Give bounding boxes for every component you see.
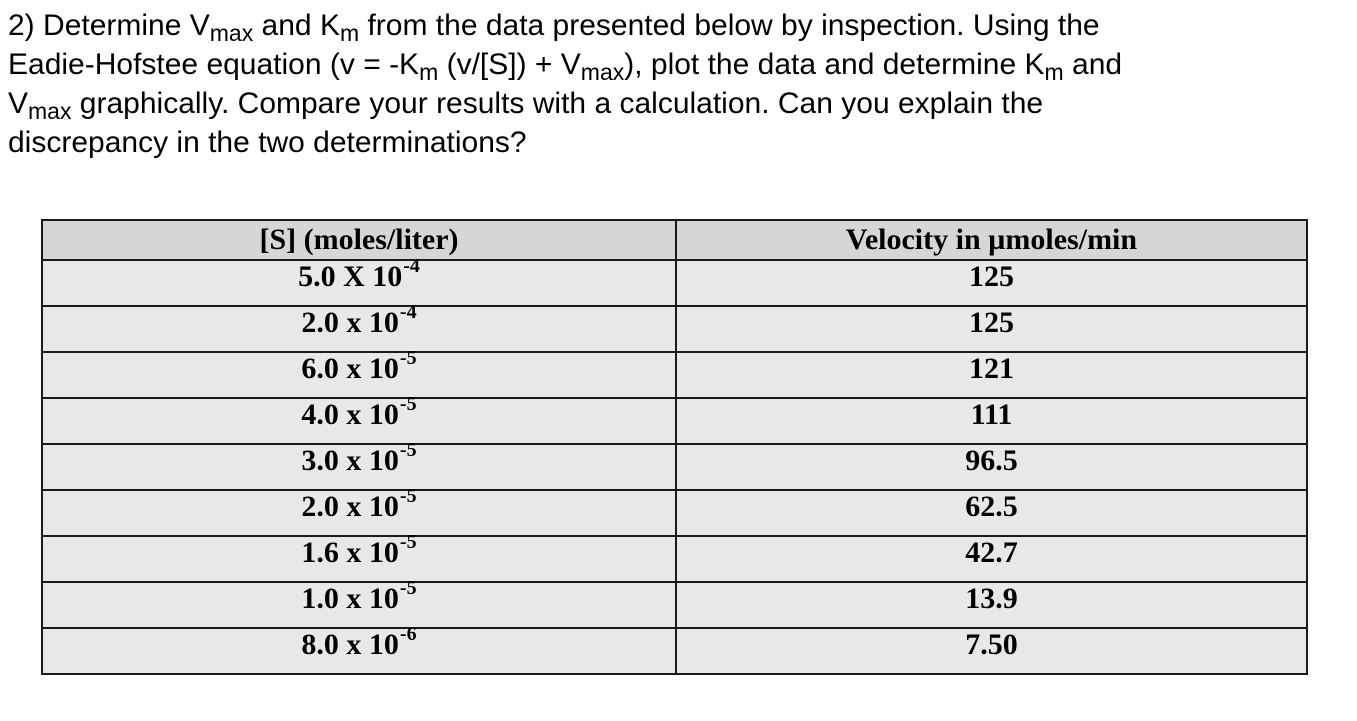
- table-body: [42, 255, 1307, 674]
- question-text: [8, 6, 1338, 162]
- concentration-exponent: -5: [399, 531, 417, 553]
- concentration-exponent: -5: [399, 393, 417, 415]
- question-line-4: discrepancy in the two determinations?: [8, 126, 527, 159]
- question-line-1b: and K: [253, 9, 340, 42]
- concentration-mantissa: 3.0 x 10: [301, 444, 399, 477]
- substrate-velocity-table: [41, 219, 1308, 675]
- km-subscript: m: [419, 59, 439, 85]
- velocity-value: 125: [969, 306, 1014, 339]
- velocity-cell: [676, 352, 1307, 398]
- velocity-value: 111: [970, 398, 1013, 431]
- concentration-value: [301, 347, 417, 385]
- velocity-cell: [676, 536, 1307, 582]
- question-line-2d: and: [1063, 48, 1123, 81]
- table-row: [42, 398, 1307, 444]
- concentration-mantissa: 6.0 x 10: [301, 352, 399, 385]
- concentration-value: [301, 623, 417, 661]
- concentration-exponent: -6: [399, 623, 417, 645]
- km-subscript: m: [1044, 59, 1064, 85]
- table-row: [42, 490, 1307, 536]
- substrate-concentration-cell: [42, 255, 676, 306]
- substrate-concentration-cell: [42, 485, 676, 536]
- concentration-mantissa: 2.0 x 10: [301, 306, 399, 339]
- velocity-cell: [676, 490, 1307, 536]
- table-row: [42, 536, 1307, 582]
- concentration-exponent: -5: [399, 347, 417, 369]
- concentration-value: [298, 255, 420, 293]
- concentration-mantissa: 4.0 x 10: [301, 398, 399, 431]
- velocity-cell: [676, 398, 1307, 444]
- question-line-3a: V: [8, 87, 29, 120]
- concentration-value: [301, 439, 417, 477]
- concentration-exponent: -5: [399, 439, 417, 461]
- question-line-1c: from the data presented below by inspection. Using the: [359, 9, 1100, 42]
- concentration-exponent: -4: [403, 255, 420, 277]
- vmax-subscript: max: [209, 20, 254, 46]
- concentration-value: [301, 577, 417, 615]
- concentration-value: [301, 301, 417, 339]
- header-substrate-concentration: [S] (moles/liter): [42, 220, 676, 260]
- substrate-concentration-cell: [42, 531, 676, 582]
- velocity-value: 7.50: [965, 628, 1018, 661]
- velocity-value: 62.5: [965, 490, 1018, 523]
- velocity-cell: [676, 582, 1307, 628]
- question-line-2c: ), plot the data and determine K: [624, 48, 1045, 81]
- concentration-mantissa: 2.0 x 10: [301, 490, 399, 523]
- table-row: [42, 352, 1307, 398]
- velocity-value: 125: [969, 260, 1014, 293]
- concentration-mantissa: 1.0 x 10: [301, 582, 399, 615]
- concentration-mantissa: 8.0 x 10: [301, 628, 399, 661]
- concentration-mantissa: 1.6 x 10: [301, 536, 399, 569]
- table-row: [42, 306, 1307, 352]
- substrate-concentration-cell: [42, 347, 676, 398]
- velocity-cell: [676, 306, 1307, 352]
- concentration-mantissa: 5.0 X 10: [298, 260, 403, 293]
- table-row: [42, 444, 1307, 490]
- table-row: [42, 260, 1307, 306]
- velocity-cell: [676, 628, 1307, 674]
- concentration-exponent: -5: [399, 485, 417, 507]
- concentration-exponent: -4: [399, 301, 417, 323]
- vmax-subscript: max: [580, 59, 625, 85]
- velocity-value: 96.5: [965, 444, 1018, 477]
- km-subscript: m: [339, 20, 360, 46]
- substrate-concentration-cell: [42, 439, 676, 490]
- substrate-concentration-cell: [42, 301, 676, 352]
- table-row: [42, 582, 1307, 628]
- question-number: 2): [8, 9, 35, 42]
- concentration-exponent: -5: [399, 577, 417, 599]
- table-header-row: [42, 220, 1307, 260]
- substrate-concentration-cell: [42, 393, 676, 444]
- question-line-1a: Determine V: [43, 9, 210, 42]
- substrate-concentration-cell: [42, 577, 676, 628]
- concentration-value: [301, 531, 417, 569]
- concentration-value: [301, 393, 417, 431]
- question-line-2b: (v/[S]) + V: [438, 48, 581, 81]
- velocity-cell: [676, 444, 1307, 490]
- velocity-value: 42.7: [965, 536, 1018, 569]
- question-line-3b: graphically. Compare your results with a calculation. Can you explain the: [71, 87, 1044, 120]
- header-velocity: Velocity in µmoles/min: [676, 220, 1307, 260]
- velocity-value: 121: [969, 352, 1014, 385]
- vmax-subscript: max: [28, 98, 72, 124]
- substrate-concentration-cell: [42, 623, 676, 674]
- velocity-value: 13.9: [965, 582, 1018, 615]
- concentration-value: [301, 485, 417, 523]
- table-row: [42, 628, 1307, 674]
- velocity-cell: [676, 260, 1307, 306]
- question-line-2a: Eadie-Hofstee equation (v = -K: [8, 48, 420, 81]
